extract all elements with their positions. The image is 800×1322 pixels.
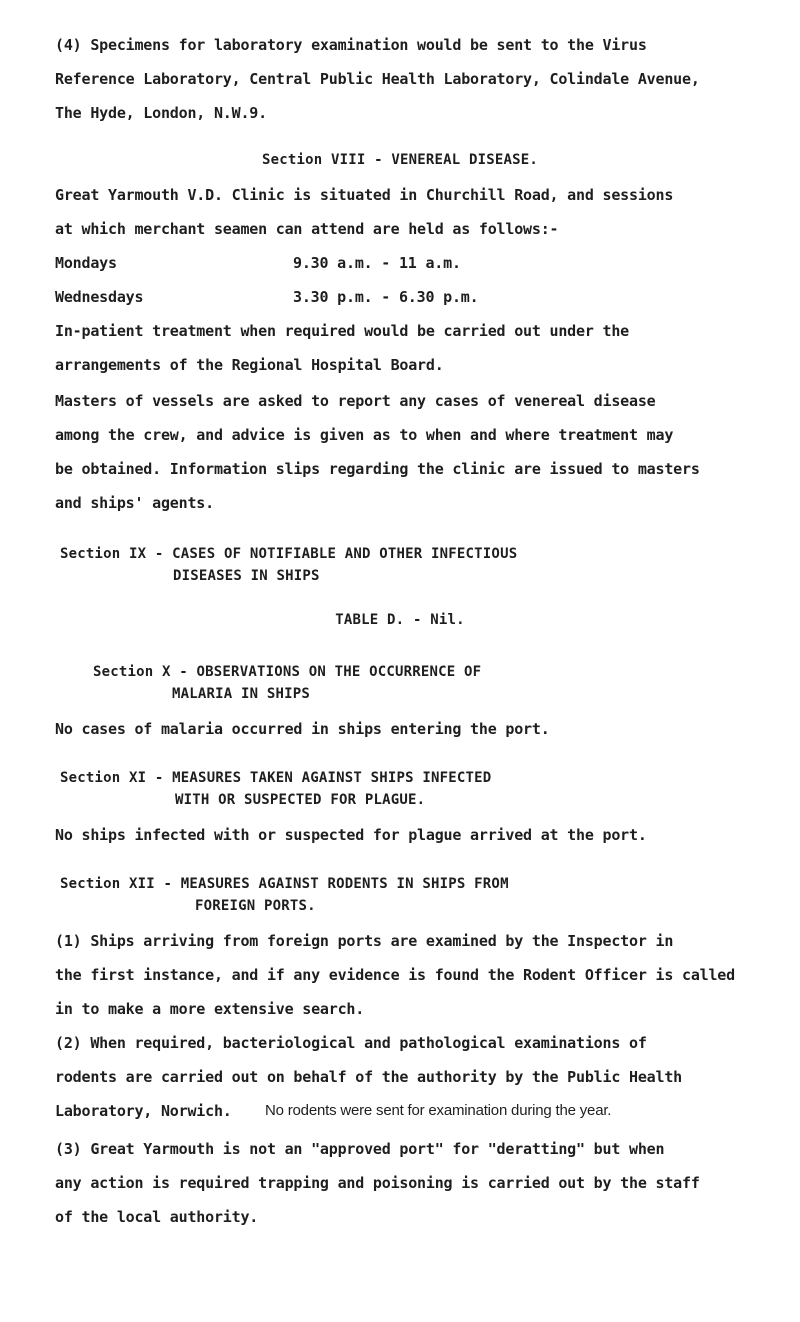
section-9-heading-line1: Section IX - CASES OF NOTIFIABLE AND OTHER INFECTIOUS	[60, 546, 518, 562]
s8-line1: Great Yarmouth V.D. Clinic is situated in Churchill Road, and sessions	[55, 186, 674, 204]
section-11-heading-line1: Section XI - MEASURES TAKEN AGAINST SHIPS INFECTED	[60, 770, 492, 786]
session-day-1: Mondays	[55, 254, 117, 272]
s12-p3-line2: any action is required trapping and poisoning is carried out by the staff	[55, 1174, 700, 1192]
s12-p1-line2: the first instance, and if any evidence is found the Rodent Officer is called	[55, 966, 735, 984]
s8-line3: In-patient treatment when required would be carried out under the	[55, 322, 629, 340]
session-time-1: 9.30 a.m. - 11 a.m.	[293, 254, 461, 272]
section-12-heading-line1: Section XII - MEASURES AGAINST RODENTS IN SHIPS FROM	[60, 876, 509, 892]
s12-p3-line3: of the local authority.	[55, 1208, 259, 1226]
para4-line2: Reference Laboratory, Central Public Health Laboratory, Colindale Avenue,	[55, 70, 700, 88]
section-9-heading-line2: DISEASES IN SHIPS	[173, 568, 320, 584]
s11-line1: No ships infected with or suspected for plague arrived at the port.	[55, 826, 647, 844]
s8-line4: arrangements of the Regional Hospital Board.	[55, 356, 444, 374]
section-12-heading-line2: FOREIGN PORTS.	[195, 898, 316, 914]
s12-p2-line3a: Laboratory, Norwich.	[55, 1102, 232, 1120]
s12-p2-line1: (2) When required, bacteriological and pathological examinations of	[55, 1034, 647, 1052]
s12-p3-line1: (3) Great Yarmouth is not an "approved port" for "deratting" but when	[55, 1140, 665, 1158]
s8-line5: Masters of vessels are asked to report any cases of venereal disease	[55, 392, 656, 410]
para4-line3: The Hyde, London, N.W.9.	[55, 104, 267, 122]
session-time-2: 3.30 p.m. - 6.30 p.m.	[293, 288, 479, 306]
s12-p2-line2: rodents are carried out on behalf of the authority by the Public Health	[55, 1068, 682, 1086]
s8-line8: and ships' agents.	[55, 494, 214, 512]
section-8-heading: Section VIII - VENEREAL DISEASE.	[261, 152, 539, 168]
s12-p1-line3: in to make a more extensive search.	[55, 1000, 365, 1018]
para4-line1: (4) Specimens for laboratory examination would be sent to the Virus	[55, 36, 647, 54]
section-10-heading-line2: MALARIA IN SHIPS	[172, 686, 311, 702]
s8-line7: be obtained. Information slips regarding the clinic are issued to masters	[55, 460, 700, 478]
section-11-heading-line2: WITH OR SUSPECTED FOR PLAGUE.	[175, 792, 426, 808]
s8-line2: at which merchant seamen can attend are held as follows:-	[55, 220, 559, 238]
section-10-heading-line1: Section X - OBSERVATIONS ON THE OCCURRENCE OF	[93, 664, 482, 680]
s8-line6: among the crew, and advice is given as to when and where treatment may	[55, 426, 674, 444]
s10-line1: No cases of malaria occurred in ships entering the port.	[55, 720, 550, 738]
table-d-line: TABLE D. - Nil.	[335, 612, 465, 628]
s12-p2-line3b: No rodents were sent for examination during the year.	[265, 1102, 612, 1119]
s12-p1-line1: (1) Ships arriving from foreign ports are examined by the Inspector in	[55, 932, 674, 950]
session-day-2: Wednesdays	[55, 288, 144, 306]
